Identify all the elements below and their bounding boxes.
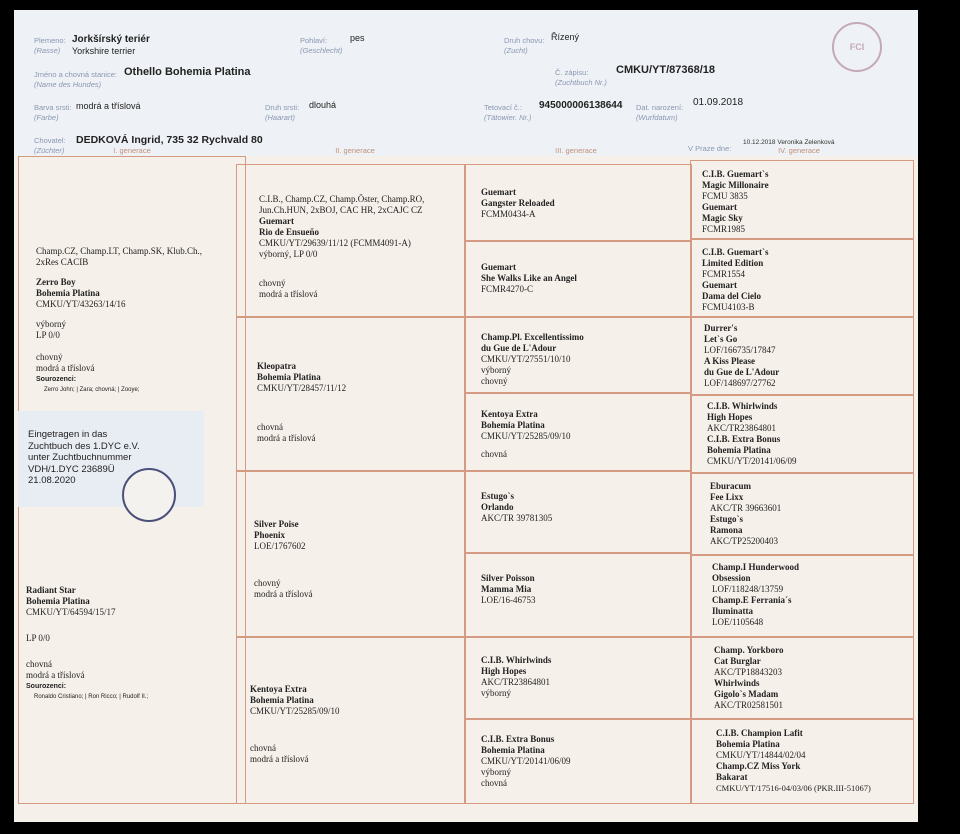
gen3-eval: výborný xyxy=(481,688,511,698)
gen4-sire-name: C.I.B. Guemart`s xyxy=(702,169,769,179)
reg-number: CMKU/YT/87368/18 xyxy=(616,64,716,76)
gen4-dam-name: Guemart xyxy=(702,202,737,212)
gen4-sire-reg: FCMR1554 xyxy=(702,269,746,279)
gen4-dam-name: Champ.CZ Miss York xyxy=(716,761,801,771)
gen2-name: Guemart xyxy=(259,216,294,226)
gen4-dam-reg: FCMR1985 xyxy=(702,224,746,234)
stamp-line-4: VDH/1.DYC 23689Ü xyxy=(28,463,115,475)
gen-header-4: IV. generace xyxy=(778,146,820,155)
gen4-sire-kennel: Obsession xyxy=(712,573,751,583)
gen4-sire-name: C.I.B. Champion Lafit xyxy=(716,728,803,738)
dob-value: 01.09.2018 xyxy=(693,97,744,108)
gen2-name: Kleopatra xyxy=(257,361,296,371)
gen4-sire-kennel: Fee Lixx xyxy=(710,492,744,502)
gen4-dam-reg: LOF/148697/27762 xyxy=(704,378,776,388)
gen3-name: C.I.B. Whirlwinds xyxy=(481,655,552,665)
gen4-dam-name: Guemart xyxy=(702,280,737,290)
gen4-dam-kennel: Magic Sky xyxy=(702,213,743,223)
gen4-sire-kennel: Magic Millonaire xyxy=(702,180,769,190)
sire-lp: LP 0/0 xyxy=(36,330,60,340)
gen3-reg: CMKU/YT/27551/10/10 xyxy=(481,354,571,364)
gen3-reg: FCMM0434-A xyxy=(481,209,536,219)
sire-siblings: Zerro John; | Zara; chovná; | Zooye; xyxy=(44,387,140,393)
gen4-sire-kennel: Bohemia Platina xyxy=(716,739,780,749)
gen3-name: Estugo`s xyxy=(481,491,515,501)
gen2-kennel: Rio de Ensueño xyxy=(259,227,320,237)
gen4-pair-1 xyxy=(702,169,908,235)
gen4-dam-kennel: Iluminatta xyxy=(712,606,754,616)
gen4-sire-reg: LOF/166735/17847 xyxy=(704,345,776,355)
gen3-name: Kentoya Extra xyxy=(481,409,538,419)
gen-header-1: I. generace xyxy=(113,146,151,155)
gen4-dam-reg: AKC/TR02581501 xyxy=(714,700,784,710)
gen4-dam-kennel: Gigolo`s Madam xyxy=(714,689,779,699)
stamp-line-3: unter Zuchtbuchnummer xyxy=(28,452,132,463)
gen2-entry-3 xyxy=(254,519,450,600)
gen2-eval: výborný, LP 0/0 xyxy=(259,249,318,259)
coat-label: Druh srsti: (Haarart) xyxy=(265,103,300,122)
issued-label: V Praze dne: xyxy=(688,144,732,153)
gen3-entry-6 xyxy=(481,573,681,606)
gen2-status: chovná xyxy=(250,743,276,753)
gen2-status: chovná xyxy=(257,422,283,432)
gen3-name: C.I.B. Extra Bonus xyxy=(481,734,555,744)
gen4-sire-kennel: High Hopes xyxy=(707,412,753,422)
gen3-entry-2 xyxy=(481,262,681,295)
gen4-dam-kennel: du Gue de L'Adour xyxy=(704,367,780,377)
sire-kennel: Bohemia Platina xyxy=(36,288,100,298)
gen3-reg: FCMR4270-C xyxy=(481,284,534,294)
gen3-entry-8 xyxy=(481,734,681,789)
breed-label: Plemeno: (Rasse) xyxy=(34,36,66,55)
gen4-sire-name: Champ.I Hunderwood xyxy=(712,562,800,572)
dam-reg: CMKU/YT/64594/15/17 xyxy=(26,607,116,617)
gen2-name: Kentoya Extra xyxy=(250,684,307,694)
gen3-reg: AKC/TR 39781305 xyxy=(481,513,553,523)
gen4-sire-kennel: Cat Burglar xyxy=(714,656,761,666)
fci-logo: FCI xyxy=(832,22,882,72)
breeding-type-label: Druh chovu: (Zucht) xyxy=(504,36,545,55)
gen2-entry-1 xyxy=(259,194,455,300)
gen4-pair-8 xyxy=(716,728,912,794)
name-label: Jméno a chovná stanice: (Name des Hundes) xyxy=(34,70,117,89)
sire-reg: CMKU/YT/43263/14/16 xyxy=(36,299,126,309)
breeder-value: DEDKOVÁ Ingrid, 735 32 Rychvald 80 xyxy=(76,134,263,146)
gen3-kennel: Mamma Mia xyxy=(481,584,532,594)
gen4-pair-7 xyxy=(714,645,910,711)
gen3-status: chovná xyxy=(481,778,507,788)
dam-name: Radiant Star xyxy=(26,585,76,595)
stamp-line-2: Zuchtbuch des 1.DYC e.V. xyxy=(28,440,140,452)
gen2-titles: C.I.B., Champ.CZ, Champ.Öster, Champ.RO, Jun.Ch.HUN, 2xBOJ, CAC HR, 2xCAJC CZ xyxy=(259,194,425,215)
gen3-reg: AKC/TR23864801 xyxy=(481,677,551,687)
gen2-reg: CMKU/YT/25285/09/10 xyxy=(250,706,340,716)
gen4-sire-reg: AKC/TR 39663601 xyxy=(710,503,782,513)
gen4-sire-name: Champ. Yorkboro xyxy=(714,645,784,655)
gen4-sire-reg: FCMU 3835 xyxy=(702,191,748,201)
gen4-pair-4 xyxy=(707,401,911,467)
sire-eval: výborný xyxy=(36,319,66,329)
gen3-reg: CMKU/YT/20141/06/09 xyxy=(481,756,571,766)
gen3-reg: LOE/16-46753 xyxy=(481,595,536,605)
gen2-status: chovný xyxy=(254,578,281,588)
sire-status: chovný xyxy=(36,352,63,362)
gen2-reg: CMKU/YT/29639/11/12 (FCMM4091-A) xyxy=(259,238,411,248)
gen3-kennel: Bohemia Platina xyxy=(481,420,545,430)
gen-header-3: III. generace xyxy=(555,146,597,155)
gen4-dam-name: C.I.B. Extra Bonus xyxy=(707,434,781,444)
gen4-sire-name: C.I.B. Whirlwinds xyxy=(707,401,778,411)
gen4-pair-3 xyxy=(704,323,910,389)
gen3-name: Guemart xyxy=(481,187,516,197)
gen4-dam-kennel: Bakarat xyxy=(716,772,748,782)
breeding-type-value: Řízený xyxy=(551,32,580,42)
gen2-reg: LOE/1767602 xyxy=(254,541,306,551)
gen3-kennel: She Walks Like an Angel xyxy=(481,273,577,283)
gen4-dam-name: A Kiss Please xyxy=(704,356,755,366)
gen4-sire-reg: AKC/TR23864801 xyxy=(707,423,777,433)
gen3-kennel: du Gue de L'Adour xyxy=(481,343,557,353)
gen4-pair-6 xyxy=(712,562,910,628)
gen4-pair-2 xyxy=(702,247,908,313)
gen4-sire-kennel: Limited Edition xyxy=(702,258,764,268)
gen3-entry-4 xyxy=(481,409,681,460)
gen4-dam-kennel: Ramona xyxy=(710,525,743,535)
issued-value: 10.12.2018 Veronika Zelenková xyxy=(743,139,835,146)
gen3-name: Silver Poisson xyxy=(481,573,535,583)
gen4-sire-reg: AKC/TP18843203 xyxy=(714,667,783,677)
gen4-dam-name: Whirlwinds xyxy=(714,678,760,688)
stamp-line-1: Eingetragen in das xyxy=(28,429,108,440)
gen2-entry-4 xyxy=(250,684,446,765)
sire-color: modrá a tříslová xyxy=(36,363,95,373)
dam-kennel: Bohemia Platina xyxy=(26,596,90,606)
gen2-color: modrá a tříslová xyxy=(257,433,316,443)
gen3-entry-3 xyxy=(481,332,681,387)
dam-color: modrá a tříslová xyxy=(26,670,85,680)
gen3-reg: CMKU/YT/25285/09/10 xyxy=(481,431,571,441)
gen3-eval: výborný xyxy=(481,365,511,375)
sire-titles: Champ.CZ, Champ.LT, Champ.SK, Klub.Ch., 2xRes CACIB xyxy=(36,246,203,267)
sex-label: Pohlaví: (Geschlecht) xyxy=(300,36,343,55)
gen-header-2: II. generace xyxy=(335,146,375,155)
gen3-kennel: Orlando xyxy=(481,502,514,512)
gen4-pair-5 xyxy=(710,481,910,547)
color-value: modrá a tříslová xyxy=(76,101,141,111)
gen4-sire-reg: LOF/118248/13759 xyxy=(712,584,784,594)
gen2-color: modrá a tříslová xyxy=(250,754,309,764)
dam-siblings: Ronaldo Cristiano; | Ron Ricco; | Rudolf II.; xyxy=(34,694,149,700)
gen3-entry-5 xyxy=(481,491,681,524)
gen2-color: modrá a tříslová xyxy=(254,589,313,599)
gen2-color: modrá a tříslová xyxy=(259,289,318,299)
color-label: Barva srsti: (Farbe) xyxy=(34,103,72,122)
gen3-name: Guemart xyxy=(481,262,516,272)
gen3-status: chovný xyxy=(481,376,508,386)
gen4-dam-reg: LOE/1105648 xyxy=(712,617,764,627)
dob-label: Dat. narození: (Wurfdatum) xyxy=(636,103,684,122)
gen3-kennel: Bohemia Platina xyxy=(481,745,545,755)
dam-siblings-label: Sourozenci: xyxy=(26,683,67,690)
breeder-label: Chovatel: (Züchter) xyxy=(34,136,66,155)
gen3-entry-7 xyxy=(481,655,681,699)
dam-lp: LP 0/0 xyxy=(26,633,50,643)
gen4-dam-reg: AKC/TP25200403 xyxy=(710,536,779,546)
stamp-line-5: 21.08.2020 xyxy=(28,475,76,486)
gen4-dam-reg: FCMU4103-B xyxy=(702,302,755,312)
breed-en: Yorkshire terrier xyxy=(72,46,136,56)
gen2-reg: CMKU/YT/28457/11/12 xyxy=(257,383,347,393)
gen3-status: chovná xyxy=(481,449,507,459)
gen3-kennel: Gangster Reloaded xyxy=(481,198,555,208)
tattoo-label: Tetovací č.: (Tätowier. Nr.) xyxy=(484,103,532,122)
gen4-dam-name: Champ.E Ferrania´s xyxy=(712,595,792,605)
sire-name: Zerro Boy xyxy=(36,277,76,287)
sire-siblings-label: Sourozenci: xyxy=(36,376,77,383)
gen4-dam-kennel: Bohemia Platina xyxy=(707,445,771,455)
gen2-name: Silver Poise xyxy=(254,519,299,529)
gen4-sire-name: Eburacum xyxy=(710,481,752,491)
stamp-text xyxy=(28,429,140,487)
gen4-sire-name: Durrer's xyxy=(704,323,738,333)
gen3-eval: výborný xyxy=(481,767,511,777)
gen2-kennel: Bohemia Platina xyxy=(257,372,321,382)
breed-cz: Jorkšírský teriér xyxy=(72,34,150,45)
dam-status: chovná xyxy=(26,659,52,669)
gen4-sire-name: C.I.B. Guemart`s xyxy=(702,247,769,257)
coat-value: dlouhá xyxy=(309,100,337,110)
gen4-dam-kennel: Dama del Cielo xyxy=(702,291,761,301)
gen1-dam xyxy=(26,585,216,703)
gen3-kennel: High Hopes xyxy=(481,666,527,676)
sex-value: pes xyxy=(350,33,365,43)
gen3-entry-1 xyxy=(481,187,681,220)
gen4-dam-reg: CMKU/YT/17516-04/03/06 (PKR.III-51067) xyxy=(716,783,871,793)
gen4-dam-name: Estugo`s xyxy=(710,514,744,524)
gen1-sire xyxy=(36,246,216,396)
gen2-kennel: Bohemia Platina xyxy=(250,695,314,705)
dog-name: Othello Bohemia Platina xyxy=(124,66,251,78)
gen2-entry-2 xyxy=(257,361,453,444)
gen2-kennel: Phoenix xyxy=(254,530,286,540)
gen3-name: Champ.Pl. Excellentissimo xyxy=(481,332,584,342)
gen4-dam-reg: CMKU/YT/20141/06/09 xyxy=(707,456,797,466)
gen4-sire-kennel: Let`s Go xyxy=(704,334,738,344)
gen4-sire-reg: CMKU/YT/14844/02/04 xyxy=(716,750,806,760)
club-seal-icon xyxy=(122,468,176,522)
tattoo-value: 945000006138644 xyxy=(539,100,623,111)
gen2-status: chovný xyxy=(259,278,286,288)
reg-label: Č. zápisu: (Zuchtbuch Nr.) xyxy=(555,68,607,87)
